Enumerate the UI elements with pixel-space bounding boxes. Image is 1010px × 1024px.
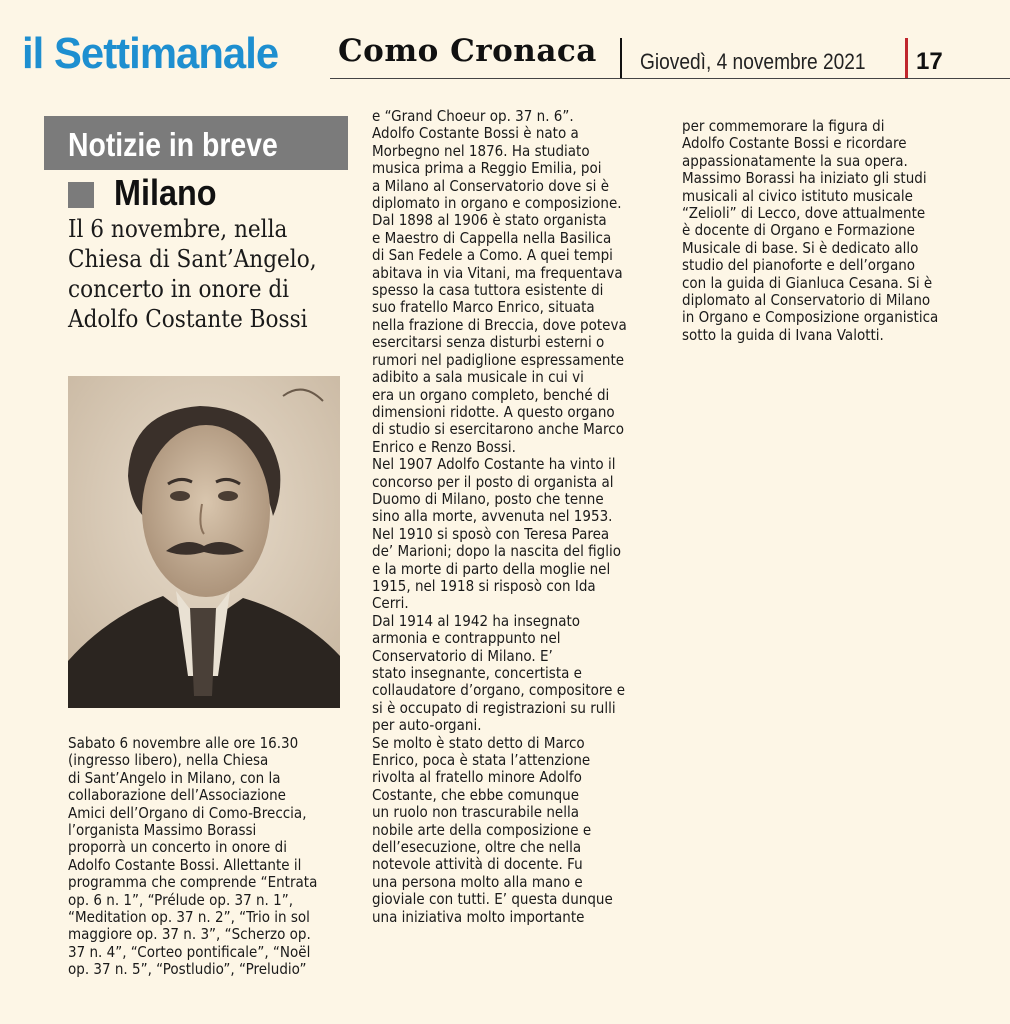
kicker-title: Notizie in breve	[68, 126, 278, 163]
text-line: Dal 1914 al 1942 ha insegnato	[372, 611, 581, 630]
text-line: Costante, che ebbe comunque	[372, 785, 580, 804]
text-line: musicali al civico istituto musicale	[682, 186, 913, 205]
text-line: diplomato in organo e composizione.	[372, 194, 622, 213]
page-number: 17	[916, 48, 943, 75]
text-line: collaudatore d’organo, compositore e	[372, 681, 626, 700]
text-line: una iniziativa molto importante	[372, 907, 585, 926]
text-line: “Zelioli” di Lecco, dove attualmente	[682, 204, 926, 223]
text-line: con la guida di Gianluca Cesana. Si è	[682, 273, 933, 292]
text-line: gioviale con tutti. E’ questa dunque	[372, 890, 613, 909]
text-line: nobile arte della composizione e	[372, 820, 592, 839]
text-line: proporrà un concerto in onore di	[68, 838, 287, 857]
text-line: di Sant’Angelo in Milano, con la	[68, 768, 281, 787]
text-line: esercitarsi senza disturbi esterni o	[372, 333, 605, 352]
text-line: abitava in via Vitani, ma frequentava	[372, 263, 623, 282]
body-column-1	[68, 735, 345, 979]
text-line: dimensioni ridotte. A questo organo	[372, 402, 615, 421]
text-line: è docente di Organo e Formazione	[682, 221, 915, 240]
headline-line: Chiesa di Sant’Angelo,	[68, 245, 317, 273]
text-line: si è occupato di registrazioni su rulli	[372, 698, 616, 717]
text-line: Nel 1910 si sposò con Teresa Parea	[372, 524, 610, 543]
text-line: rivolta al fratello minore Adolfo	[372, 768, 582, 787]
city-name: Milano	[114, 172, 217, 213]
headline-line: Adolfo Costante Bossi	[68, 305, 308, 333]
body-column-3	[682, 118, 967, 344]
text-line: (ingresso libero), nella Chiesa	[68, 751, 269, 770]
text-line: Conservatorio di Milano. E’	[372, 646, 553, 665]
text-line: sotto la guida di Ivana Valotti.	[682, 325, 884, 344]
masthead-logo: il Settimanale	[22, 29, 279, 78]
text-line: un ruolo non trascurabile nella	[372, 803, 579, 822]
text-line: una persona molto alla mano e	[372, 872, 583, 891]
text-line: 1915, nel 1918 si risposò con Ida	[372, 576, 596, 595]
text-line: Sabato 6 novembre alle ore 16.30	[68, 734, 299, 752]
text-line: di San Fedele a Como. A quei tempi	[372, 246, 613, 265]
text-line: era un organo completo, benché di	[372, 385, 610, 404]
header-rule	[330, 78, 1010, 79]
text-line: Nel 1907 Adolfo Costante ha vinto il	[372, 455, 616, 474]
text-line: a Milano al Conservatorio dove si è	[372, 176, 610, 195]
text-line: per auto-organi.	[372, 716, 482, 735]
headline-line: concerto in onore di	[68, 275, 290, 303]
text-line: “Meditation op. 37 n. 2”, “Trio in sol	[68, 908, 310, 927]
text-line: stato insegnante, concertista e	[372, 664, 582, 682]
body-column-2	[372, 108, 655, 926]
text-line: Dal 1898 al 1906 è stato organista	[372, 211, 607, 230]
text-line: dell’esecuzione, oltre che nella	[372, 838, 582, 857]
text-line: Morbegno nel 1876. Ha studiato	[372, 141, 590, 160]
text-line: in Organo e Composizione organistica	[682, 308, 939, 327]
text-line: 37 n. 4”, “Corteo pontificale”, “Noël	[68, 942, 311, 961]
text-line: op. 6 n. 1”, “Prélude op. 37 n. 1”,	[68, 890, 294, 909]
text-line: Adolfo Costante Bossi è nato a	[372, 124, 579, 143]
text-line: maggiore op. 37 n. 3”, “Scherzo op.	[68, 925, 311, 944]
headline-line: Il 6 novembre, nella	[68, 215, 288, 243]
text-line: nella frazione di Breccia, dove poteva	[372, 315, 627, 334]
text-line: l’organista Massimo Borassi	[68, 821, 257, 840]
header-divider	[620, 38, 622, 78]
text-line: Adolfo Costante Bossi e ricordare	[682, 134, 907, 153]
text-line: op. 37 n. 5”, “Postludio”, “Preludio”	[68, 960, 307, 979]
text-line: armonia e contrappunto nel	[372, 629, 561, 648]
text-line: studio del pianoforte e dell’organo	[682, 256, 916, 275]
text-line: Musicale di base. Si è dedicato allo	[682, 238, 919, 257]
text-line: Amici dell’Organo di Como-Breccia,	[68, 803, 307, 822]
text-line: musica prima a Reggio Emilia, poi	[372, 159, 602, 178]
text-line: suo fratello Marco Enrico, situata	[372, 298, 595, 317]
text-line: e la morte di parto della moglie nel	[372, 559, 611, 578]
text-line: Se molto è stato detto di Marco	[372, 733, 585, 752]
city-square-icon	[68, 182, 94, 208]
text-line: e “Grand Choeur op. 37 n. 6”.	[372, 107, 574, 125]
text-line: spesso la casa tuttora esistente di	[372, 281, 604, 300]
portrait-photo-icon	[68, 376, 340, 708]
text-line: programma che comprende “Entrata	[68, 873, 318, 892]
headline	[68, 214, 365, 334]
text-line: adibito a sala musicale in cui vi	[372, 368, 584, 387]
text-line: diplomato al Conservatorio di Milano	[682, 291, 931, 310]
text-line: Enrico e Renzo Bossi.	[372, 437, 516, 456]
text-line: collaborazione dell’Associazione	[68, 786, 286, 805]
text-line: Massimo Borassi ha iniziato gli studi	[682, 169, 927, 188]
text-line: rumori nel padiglione espressamente	[372, 350, 625, 369]
text-line: Adolfo Costante Bossi. Allettante il	[68, 855, 302, 874]
text-line: per commemorare la figura di	[682, 117, 885, 135]
text-line: di studio si esercitarono anche Marco	[372, 420, 624, 439]
text-line: e Maestro di Cappella nella Basilica	[372, 228, 612, 247]
text-line: de’ Marioni; dopo la nascita del figlio	[372, 542, 622, 561]
text-line: notevole attività di docente. Fu	[372, 855, 583, 874]
section-name: Como Cronaca	[338, 33, 597, 69]
text-line: Cerri.	[372, 594, 409, 613]
text-line: concorso per il posto di organista al	[372, 472, 614, 491]
text-line: Duomo di Milano, posto che tenne	[372, 489, 604, 508]
page-number-divider	[905, 38, 908, 78]
text-line: Enrico, poca è stata l’attenzione	[372, 751, 591, 770]
text-line: sino alla morte, avvenuta nel 1953.	[372, 507, 613, 526]
text-line: appassionatamente la sua opera.	[682, 151, 908, 170]
issue-date: Giovedì, 4 novembre 2021	[640, 49, 866, 74]
